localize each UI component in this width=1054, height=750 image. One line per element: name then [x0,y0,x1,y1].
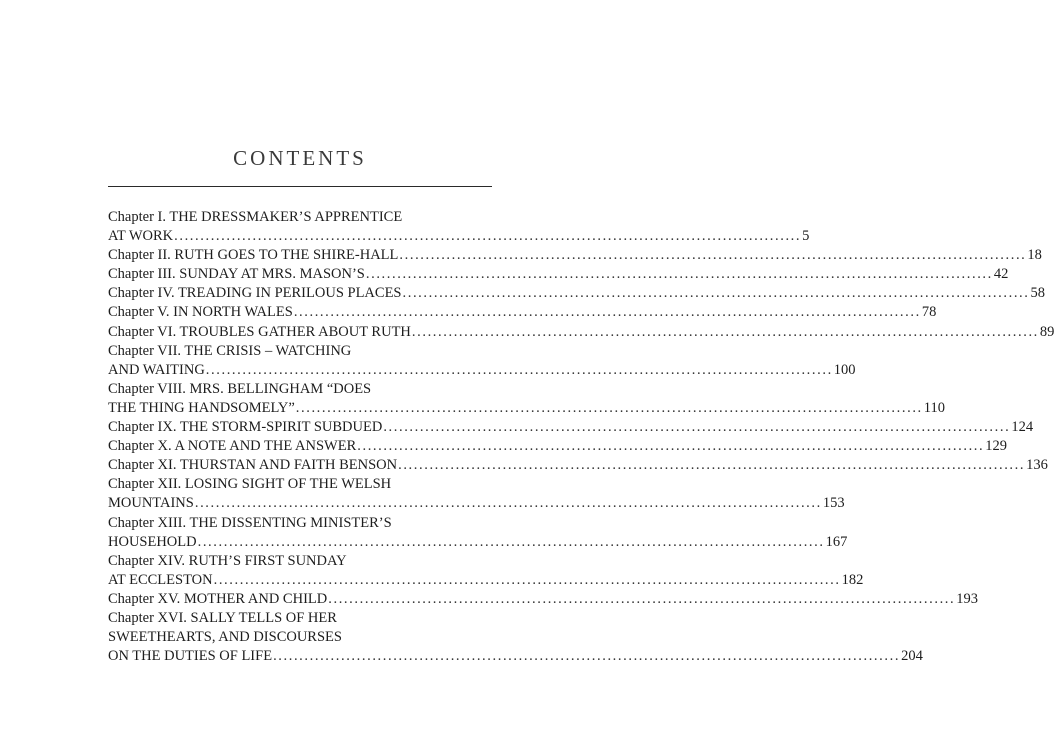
page-number: 18 [1027,247,1042,264]
chapter-title-text: Chapter XIV. RUTH’S FIRST SUNDAY [108,552,347,569]
toc-entry-line [108,571,864,590]
toc-entry-line [108,284,1045,303]
page-number: 100 [833,361,856,378]
toc-entry[interactable] [108,303,937,322]
toc-entry-line [108,418,1034,437]
chapter-title-text: Chapter V. IN NORTH WALES [108,304,293,321]
toc-entry[interactable] [108,475,845,513]
chapter-title-text: Chapter VII. THE CRISIS – WATCHING [108,342,352,359]
page-number: 204 [901,648,923,665]
toc-entry[interactable] [108,342,856,380]
toc-entry-line [108,590,978,609]
toc-entry[interactable] [108,609,923,666]
dot-leader: ........................................................................................................................ [399,247,1027,264]
toc-entry[interactable] [108,552,864,590]
chapter-title-text: Chapter XI. THURSTAN AND FAITH BENSON [108,457,398,474]
dot-leader: ........................................................................................................................ [205,361,833,378]
toc-entry[interactable] [108,380,945,418]
toc-entry[interactable] [108,590,978,609]
page-number: 89 [1039,323,1054,340]
toc-entry-line [108,208,488,227]
toc-entry[interactable] [108,418,1034,437]
chapter-title-text: SWEETHEARTS, AND DISCOURSES [108,629,342,646]
table-of-contents [108,208,1054,666]
toc-entry-line [108,533,848,552]
chapter-title-text: HOUSEHOLD [108,533,197,550]
chapter-title-text: Chapter II. RUTH GOES TO THE SHIRE-HALL [108,247,399,264]
dot-leader: ........................................................................................................................ [398,457,1026,474]
chapter-title-text: AT ECCLESTON [108,571,213,588]
chapter-title-text: Chapter IV. TREADING IN PERILOUS PLACES [108,285,402,302]
title-rule [108,186,492,187]
page-number: 78 [921,304,937,321]
chapter-title-text: AT WORK [108,228,174,245]
dot-leader: ........................................................................................................................ [383,419,1011,436]
dot-leader: ........................................................................................................................ [365,266,993,283]
toc-entry-line [108,628,488,647]
chapter-title-text: Chapter I. THE DRESSMAKER’S APPRENTICE [108,209,403,225]
page-number: 58 [1030,285,1045,302]
toc-entry[interactable] [108,265,1009,284]
toc-entry-line [108,456,1048,475]
chapter-title-text: Chapter XIII. THE DISSENTING MINISTER’S [108,514,392,531]
page-number: 167 [825,533,848,550]
toc-entry-line [108,647,923,666]
toc-entry-line [108,265,1009,284]
dot-leader: ........................................................................................................................ [174,228,802,245]
chapter-title-text: Chapter X. A NOTE AND THE ANSWER [108,438,357,455]
toc-entry[interactable] [108,514,848,552]
page-number: 182 [841,571,864,588]
toc-entry-line [108,609,488,628]
dot-leader: ........................................................................................................................ [197,533,825,550]
page-number: 5 [802,228,810,245]
dot-leader: ........................................................................................................................ [328,590,956,607]
toc-entry-line [108,227,810,246]
toc-entry-line [108,494,845,513]
toc-entry-line [108,475,488,494]
toc-entry[interactable] [108,284,1045,303]
dot-leader: ........................................................................................................................ [293,304,921,321]
chapter-title-text: AND WAITING [108,361,205,378]
toc-entry-line [108,552,488,571]
page-number: 129 [985,438,1007,455]
dot-leader: ........................................................................................................................ [357,438,985,455]
toc-entry[interactable] [108,323,1054,342]
toc-entry-line [108,246,1042,265]
chapter-title-text: Chapter VIII. MRS. BELLINGHAM “DOES [108,380,372,397]
chapter-title-text: Chapter XV. MOTHER AND CHILD [108,590,328,607]
toc-entry[interactable] [108,208,810,246]
toc-entry-line [108,361,856,380]
dot-leader: ........................................................................................................................ [295,399,923,416]
toc-entry-line [108,323,1054,342]
page-number: 136 [1026,457,1048,474]
dot-leader: ........................................................................................................................ [213,571,841,588]
chapter-title-text: Chapter XVI. SALLY TELLS OF HER [108,609,337,626]
dot-leader: ........................................................................................................................ [402,285,1030,302]
chapter-title-text: Chapter XII. LOSING SIGHT OF THE WELSH [108,476,392,493]
toc-entry-line [108,342,488,361]
chapter-title-text: Chapter IX. THE STORM-SPIRIT SUBDUED [108,419,383,436]
page-title: CONTENTS [233,146,367,170]
dot-leader: ........................................................................................................................ [273,648,901,665]
page-number: 42 [993,266,1009,283]
dot-leader: ........................................................................................................................ [411,323,1039,340]
toc-entry-line [108,380,488,399]
toc-entry[interactable] [108,456,1048,475]
toc-entry-line [108,399,945,418]
toc-entry[interactable] [108,437,1007,456]
chapter-title-text: ON THE DUTIES OF LIFE [108,648,273,665]
chapter-title-text: Chapter III. SUNDAY AT MRS. MASON’S [108,266,365,283]
toc-entry[interactable] [108,246,1042,265]
page-number: 124 [1011,419,1034,436]
chapter-title-text: MOUNTAINS [108,495,194,512]
page-number: 153 [822,495,845,512]
toc-entry-line [108,303,937,322]
chapter-title-text: THE THING HANDSOMELY” [108,399,295,416]
page-number: 110 [923,399,945,416]
chapter-title-text: Chapter VI. TROUBLES GATHER ABOUT RUTH [108,323,411,340]
toc-entry-line [108,514,488,533]
toc-entry-line [108,437,1007,456]
dot-leader: ........................................................................................................................ [194,495,822,512]
page-number: 193 [956,590,978,607]
